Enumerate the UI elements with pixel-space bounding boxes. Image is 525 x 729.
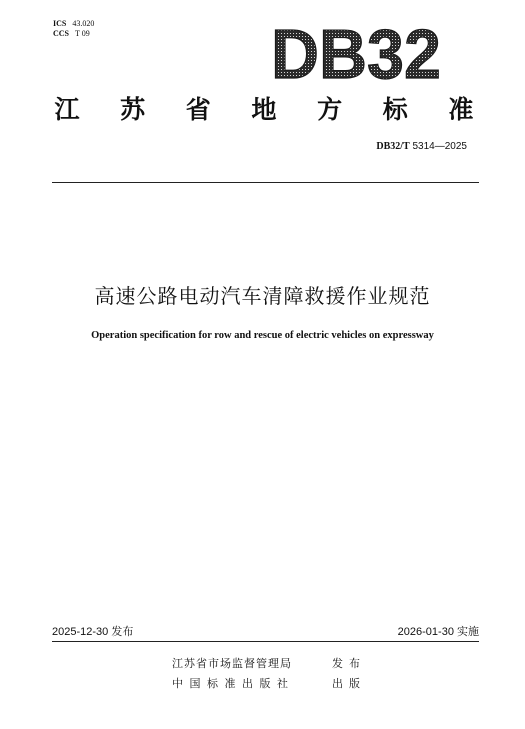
ics-code	[53, 19, 94, 29]
top-divider	[52, 182, 479, 183]
logo-text: DB32	[271, 15, 441, 86]
document-title-en: Operation specification for row and rescue of electric vehicles on expressway	[91, 330, 434, 341]
ccs-value: T 09	[75, 29, 90, 38]
issuer-title-char: 准	[448, 95, 474, 124]
classification-codes	[53, 19, 94, 39]
issuer-title-char: 标	[382, 95, 408, 124]
db32-logo	[268, 14, 444, 86]
standard-number-prefix: DB32/T	[376, 141, 410, 152]
document-title-zh: 高速公路电动汽车清障救援作业规范	[94, 284, 431, 308]
issuer-title	[52, 92, 476, 128]
ics-label: ICS	[53, 19, 67, 28]
issuer-title-char: 地	[251, 95, 277, 124]
issue-date: 2025-12-30 发布	[52, 626, 134, 638]
ccs-label: CCS	[53, 29, 70, 38]
publisher-org: 中国标准出版社	[172, 677, 295, 690]
issuer-title-char: 省	[185, 95, 211, 124]
issuer-title-char: 江	[54, 95, 80, 124]
standard-number-value: 5314—2025	[412, 141, 467, 152]
publisher-row	[172, 676, 366, 692]
bottom-divider	[52, 641, 479, 642]
implementation-date: 2026-01-30 实施	[397, 626, 479, 638]
ics-value: 43.020	[72, 19, 95, 28]
publisher-org: 江苏省市场监督管理局	[172, 657, 292, 670]
publisher-role: 发布	[332, 657, 366, 670]
publisher-role: 出版	[332, 677, 366, 690]
publisher-row	[172, 656, 366, 672]
issuer-title-char: 方	[317, 95, 343, 124]
standard-number	[376, 140, 467, 154]
ccs-code	[53, 29, 94, 39]
issuer-title-char: 苏	[120, 95, 146, 124]
